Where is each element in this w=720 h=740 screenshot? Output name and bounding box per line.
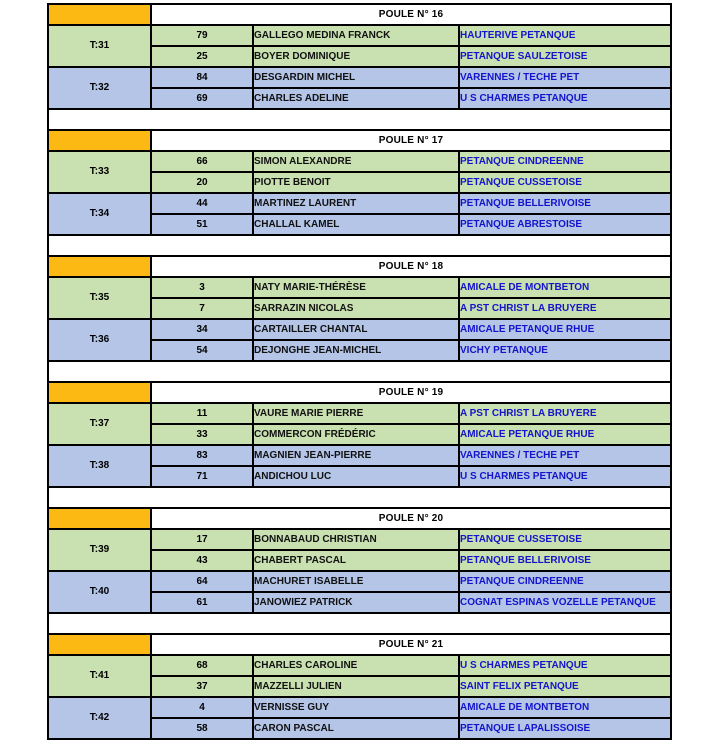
player-name-cell: MACHURET ISABELLE [253,571,459,592]
player-number-cell: 84 [151,67,253,88]
poule-spacer-cell [48,487,671,508]
terrain-cell: T:38 [48,445,151,487]
player-number-cell: 7 [151,298,253,319]
poule-title: POULE N° 21 [151,634,671,655]
player-row [48,655,671,676]
poule-marker-swatch [48,130,151,151]
player-row [48,151,671,172]
poule-spacer-cell [48,235,671,256]
player-number-cell: 58 [151,718,253,739]
player-name-cell: SIMON ALEXANDRE [253,151,459,172]
player-name-cell: CHABERT PASCAL [253,550,459,571]
player-number-cell: 66 [151,151,253,172]
poule-title: POULE N° 19 [151,382,671,403]
terrain-cell: T:42 [48,697,151,739]
player-club-cell: PETANQUE LAPALISSOISE [459,718,671,739]
player-name-cell: NATY MARIE-THÉRÈSE [253,277,459,298]
poule-marker-swatch [48,4,151,25]
player-club-cell: COGNAT ESPINAS VOZELLE PETANQUE [459,592,671,613]
terrain-cell: T:31 [48,25,151,67]
player-name-cell: CHARLES ADELINE [253,88,459,109]
player-row [48,697,671,718]
player-row [48,25,671,46]
player-club-cell: PETANQUE BELLERIVOISE [459,193,671,214]
poule-spacer-row [48,235,671,256]
poule-spacer-row [48,487,671,508]
player-club-cell: AMICALE DE MONTBETON [459,697,671,718]
player-club-cell: SAINT FELIX PETANQUE [459,676,671,697]
player-number-cell: 11 [151,403,253,424]
player-name-cell: MAZZELLI JULIEN [253,676,459,697]
poule-spacer-row [48,109,671,130]
player-name-cell: DEJONGHE JEAN-MICHEL [253,340,459,361]
poule-header-row [48,256,671,277]
player-club-cell: AMICALE DE MONTBETON [459,277,671,298]
player-number-cell: 37 [151,676,253,697]
terrain-cell: T:36 [48,319,151,361]
player-number-cell: 64 [151,571,253,592]
player-name-cell: JANOWIEZ PATRICK [253,592,459,613]
player-club-cell: U S CHARMES PETANQUE [459,88,671,109]
poule-title: POULE N° 18 [151,256,671,277]
player-number-cell: 71 [151,466,253,487]
player-row [48,319,671,340]
player-number-cell: 68 [151,655,253,676]
player-name-cell: CARTAILLER CHANTAL [253,319,459,340]
poule-marker-swatch [48,508,151,529]
terrain-cell: T:41 [48,655,151,697]
player-club-cell: HAUTERIVE PETANQUE [459,25,671,46]
player-name-cell: VAURE MARIE PIERRE [253,403,459,424]
poule-header-row [48,508,671,529]
player-club-cell: U S CHARMES PETANQUE [459,655,671,676]
player-number-cell: 34 [151,319,253,340]
player-name-cell: MAGNIEN JEAN-PIERRE [253,445,459,466]
terrain-cell: T:39 [48,529,151,571]
player-number-cell: 4 [151,697,253,718]
player-name-cell: COMMERCON FRÉDÉRIC [253,424,459,445]
player-club-cell: PETANQUE CINDREENNE [459,571,671,592]
player-name-cell: BONNABAUD CHRISTIAN [253,529,459,550]
player-name-cell: PIOTTE BENOIT [253,172,459,193]
poule-spacer-row [48,613,671,634]
player-name-cell: DESGARDIN MICHEL [253,67,459,88]
player-row [48,403,671,424]
poules-table-body [48,4,671,739]
player-number-cell: 61 [151,592,253,613]
player-club-cell: PETANQUE CUSSETOISE [459,172,671,193]
poule-title: POULE N° 16 [151,4,671,25]
player-number-cell: 44 [151,193,253,214]
poule-marker-swatch [48,256,151,277]
player-club-cell: U S CHARMES PETANQUE [459,466,671,487]
poule-header-row [48,382,671,403]
poule-spacer-cell [48,109,671,130]
terrain-cell: T:37 [48,403,151,445]
player-name-cell: SARRAZIN NICOLAS [253,298,459,319]
poule-spacer-row [48,361,671,382]
player-number-cell: 83 [151,445,253,466]
player-number-cell: 33 [151,424,253,445]
player-club-cell: A PST CHRIST LA BRUYERE [459,298,671,319]
player-name-cell: GALLEGO MEDINA FRANCK [253,25,459,46]
poule-marker-swatch [48,634,151,655]
player-club-cell: AMICALE PETANQUE RHUE [459,424,671,445]
poule-spacer-cell [48,613,671,634]
player-row [48,445,671,466]
terrain-cell: T:33 [48,151,151,193]
poule-title: POULE N° 20 [151,508,671,529]
terrain-cell: T:34 [48,193,151,235]
poule-marker-swatch [48,382,151,403]
player-row [48,193,671,214]
player-club-cell: VARENNES / TECHE PET [459,67,671,88]
player-club-cell: PETANQUE BELLERIVOISE [459,550,671,571]
player-club-cell: AMICALE PETANQUE RHUE [459,319,671,340]
terrain-cell: T:35 [48,277,151,319]
player-name-cell: CHARLES CAROLINE [253,655,459,676]
poule-header-row [48,130,671,151]
player-name-cell: ANDICHOU LUC [253,466,459,487]
player-club-cell: PETANQUE CINDREENNE [459,151,671,172]
player-number-cell: 20 [151,172,253,193]
player-name-cell: CHALLAL KAMEL [253,214,459,235]
player-name-cell: VERNISSE GUY [253,697,459,718]
poule-spacer-cell [48,361,671,382]
player-row [48,571,671,592]
poule-header-row [48,4,671,25]
player-name-cell: BOYER DOMINIQUE [253,46,459,67]
player-number-cell: 54 [151,340,253,361]
player-row [48,529,671,550]
player-club-cell: VARENNES / TECHE PET [459,445,671,466]
poules-table [47,3,672,740]
player-number-cell: 25 [151,46,253,67]
player-number-cell: 69 [151,88,253,109]
terrain-cell: T:32 [48,67,151,109]
player-name-cell: MARTINEZ LAURENT [253,193,459,214]
player-number-cell: 79 [151,25,253,46]
player-row [48,277,671,298]
player-club-cell: A PST CHRIST LA BRUYERE [459,403,671,424]
player-number-cell: 43 [151,550,253,571]
player-row [48,67,671,88]
player-number-cell: 51 [151,214,253,235]
player-club-cell: PETANQUE SAULZETOISE [459,46,671,67]
player-club-cell: PETANQUE CUSSETOISE [459,529,671,550]
poule-header-row [48,634,671,655]
terrain-cell: T:40 [48,571,151,613]
player-name-cell: CARON PASCAL [253,718,459,739]
player-number-cell: 17 [151,529,253,550]
poule-title: POULE N° 17 [151,130,671,151]
player-club-cell: PETANQUE ABRESTOISE [459,214,671,235]
player-club-cell: VICHY PETANQUE [459,340,671,361]
player-number-cell: 3 [151,277,253,298]
